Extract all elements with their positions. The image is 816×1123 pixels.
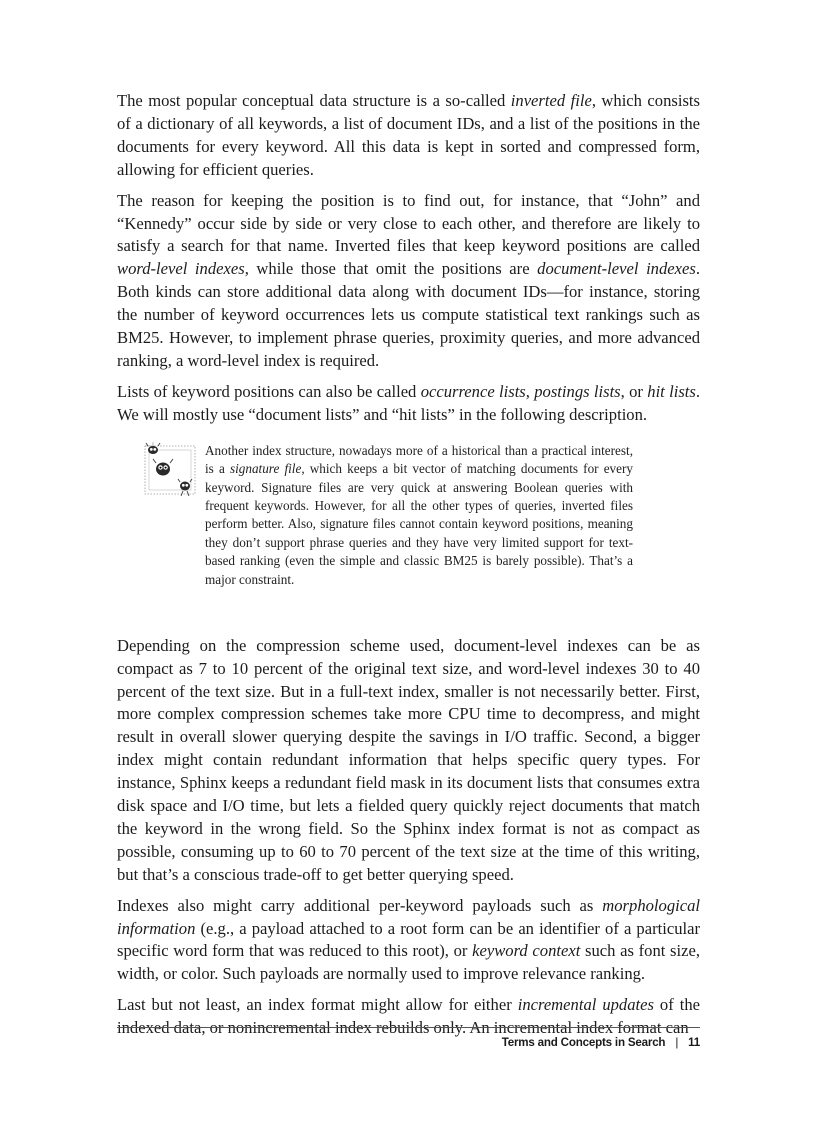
- italic-term: morphological information: [117, 895, 700, 938]
- bottom-paragraphs: [117, 635, 700, 1040]
- italic-term: document-level indexes: [537, 259, 696, 279]
- italic-term: signature file: [229, 461, 302, 477]
- text-run: , which consists of a dictionary of all keywords, a list of document IDs, and a list of the positions in the documents for every keyword. All this data is kept in sorted and compressed form, allowing for efficient queries.: [117, 91, 700, 179]
- italic-term: incremental updates: [517, 995, 654, 1015]
- text-run: Indexes also might carry additional per-keyword payloads such as: [117, 895, 603, 915]
- text-run: Last but not least, an index format might allow for either: [117, 995, 518, 1015]
- text-run: The reason for keeping the position is to find out, for instance, that “John” and “Kennedy” occur side by side or very close to each other, and therefore are likely to satisfy a search for that name. Inverted files that keep keyword positions are called: [117, 190, 700, 256]
- body-paragraph: [117, 381, 700, 427]
- text-run: of the indexed data, or nonincremental index rebuilds only. An incremental index format can: [117, 995, 700, 1038]
- footer-section-title: Terms and Concepts in Search: [501, 1036, 666, 1049]
- text-run: (e.g., a payload attached to a root form can be an identifier of a particular specific word form that was reduced to this root), or: [117, 918, 700, 961]
- note-callout: [117, 440, 700, 615]
- italic-term: occurrence lists: [420, 381, 526, 401]
- text-run: . We will mostly use “document lists” and “hit lists” in the following description.: [117, 381, 701, 424]
- italic-term: hit lists: [647, 381, 696, 401]
- text-run: , or: [620, 381, 648, 401]
- text-run: such as font size, width, or color. Such payloads are normally used to improve relevance ranking.: [117, 941, 700, 984]
- body-paragraph: [117, 90, 700, 182]
- italic-term: inverted file: [510, 91, 592, 110]
- text-run: The most popular conceptual data structure is a so-called: [117, 91, 511, 110]
- body-paragraph: [117, 895, 700, 987]
- text-run: Lists of keyword positions can also be called: [117, 381, 421, 401]
- text-run: Depending on the compression scheme used, document-level indexes can be as compact as 7 to 10 percent of the original text size, and word-level indexes 30 to 40 percent of the text size. But in a full-text index, smaller is not necessarily better. First, more complex compression schemes take more CPU time to decompress, and might result in overall slower querying despite the savings in I/O traffic. Second, a bigger index might contain redundant information that helps specific query types. For instance, Sphinx keeps a redundant field mask in its document lists that consumes extra disk space and I/O time, but lets a fielded query quickly reject documents that match the keyword in the wrong field. So the Sphinx index format is not as compact as possible, consuming up to 60 to 70 percent of the text size at the time of this writing, but that’s a conscious trade-off to get better querying speed.: [117, 635, 700, 884]
- footer-separator: |: [675, 1036, 679, 1049]
- body-paragraph: [117, 635, 700, 887]
- text-run: Another index structure, nowadays more of a historical than a practical interest, is a: [205, 442, 633, 477]
- top-paragraphs: [117, 90, 700, 427]
- body-paragraph: [117, 994, 700, 1040]
- tarsier-note-icon: [139, 440, 199, 498]
- text-run: , while those that omit the positions are: [244, 259, 538, 279]
- italic-term: postings lists: [534, 381, 621, 401]
- note-text: [205, 442, 633, 589]
- page-number: 11: [688, 1036, 700, 1049]
- footer-rule: [117, 1027, 700, 1028]
- running-footer: [502, 1036, 700, 1049]
- text-run: , which keeps a bit vector of matching documents for every keyword. Signature files are very quick at answering Boolean queries with frequent keywords. However, for all the other types of queries, inverted files perform better. Also, signature files cannot contain keyword positions, meaning they don’t support phrase queries and they have very limited support for text-based ranking (even the simple and classic BM25 is barely possible). That’s a major constraint.: [205, 461, 633, 587]
- text-run: . Both kinds can store additional data along with document IDs—for instance, storing the number of keyword occurrences lets us compute statistical text rankings such as BM25. However, to implement phrase queries, proximity queries, and more advanced ranking, a word-level index is required.: [117, 259, 700, 370]
- body-text: [117, 90, 700, 1048]
- body-paragraph: [117, 190, 700, 373]
- text-run: ,: [525, 381, 535, 401]
- italic-term: word-level indexes: [117, 259, 245, 279]
- italic-term: keyword context: [472, 941, 581, 961]
